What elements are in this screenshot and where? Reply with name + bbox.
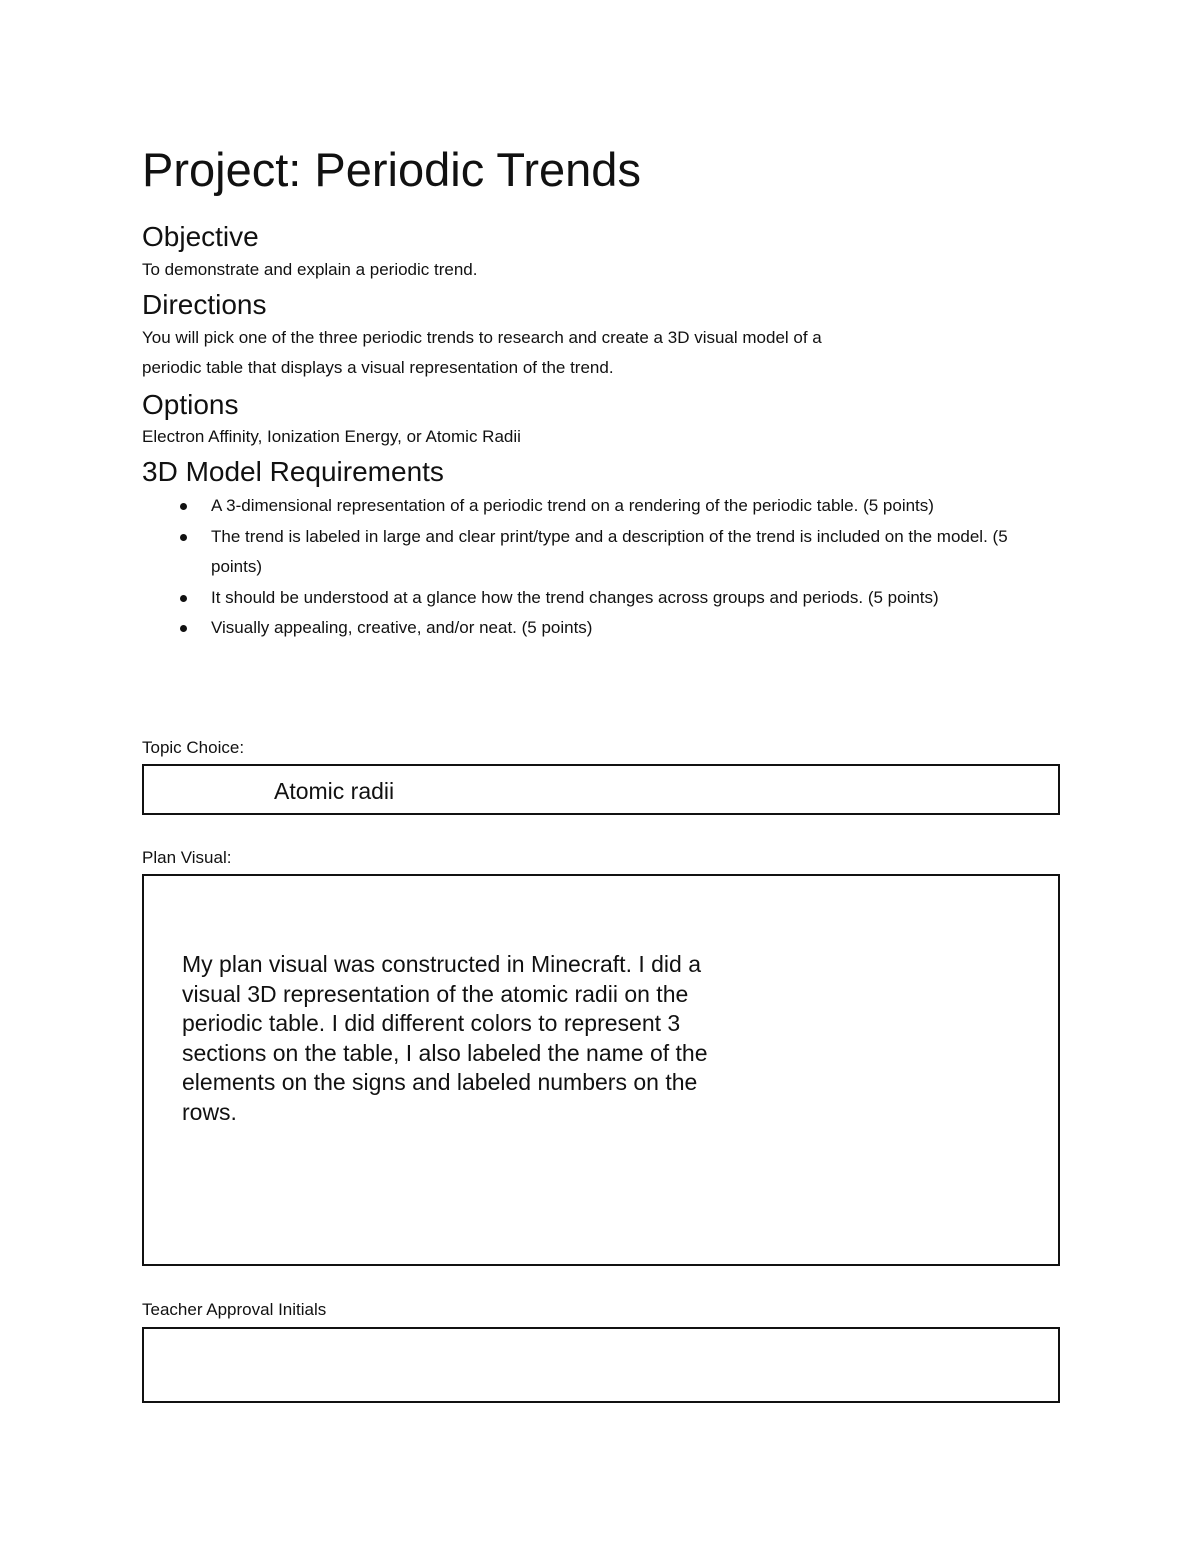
bullet-icon (180, 503, 187, 510)
bullet-icon (180, 625, 187, 632)
topic-choice-label: Topic Choice: (142, 738, 245, 757)
requirement-item (142, 583, 1062, 614)
bullet-icon (180, 534, 187, 541)
options-text: Electron Affinity, Ionization Energy, or Atomic Radii (142, 427, 521, 446)
objective-heading: Objective (142, 221, 259, 252)
requirement-text: Visually appealing, creative, and/or neat. (5 points) (211, 618, 593, 637)
plan-visual-label: Plan Visual: (142, 848, 232, 867)
requirement-item (142, 522, 1062, 583)
bullet-icon (180, 595, 187, 602)
page-title: Project: Periodic Trends (142, 143, 641, 196)
plan-visual-value: My plan visual was constructed in Minecraft. I did a visual 3D representation of the atomic radii on the periodic table. I did different colors to represent 3 sections on the table, I also labeled the name of the elements on the signs and labeled numbers on the rows. (182, 951, 708, 1125)
options-heading: Options (142, 389, 239, 420)
directions-heading: Directions (142, 289, 267, 320)
requirement-text: A 3-dimensional representation of a periodic trend on a rendering of the periodic table. (5 points) (211, 496, 934, 515)
requirement-item (142, 491, 1062, 522)
requirement-text: The trend is labeled in large and clear print/type and a description of the trend is included on the model. (5 points) (211, 526, 1008, 576)
requirements-list (142, 491, 1062, 644)
teacher-approval-field[interactable] (142, 1327, 1060, 1403)
requirements-heading: 3D Model Requirements (142, 456, 444, 487)
topic-choice-value: Atomic radii (274, 778, 395, 804)
objective-text: To demonstrate and explain a periodic trend. (142, 260, 478, 279)
plan-visual-field[interactable] (142, 874, 1060, 1266)
requirement-text: It should be understood at a glance how the trend changes across groups and periods. (5 points) (211, 587, 939, 607)
directions-text-line-1: You will pick one of the three periodic trends to research and create a 3D visual model of a (142, 328, 822, 347)
requirement-item (142, 613, 1062, 644)
topic-choice-field[interactable] (142, 764, 1060, 815)
directions-text-line-2: periodic table that displays a visual representation of the trend. (142, 358, 614, 377)
teacher-approval-label: Teacher Approval Initials (142, 1300, 327, 1319)
